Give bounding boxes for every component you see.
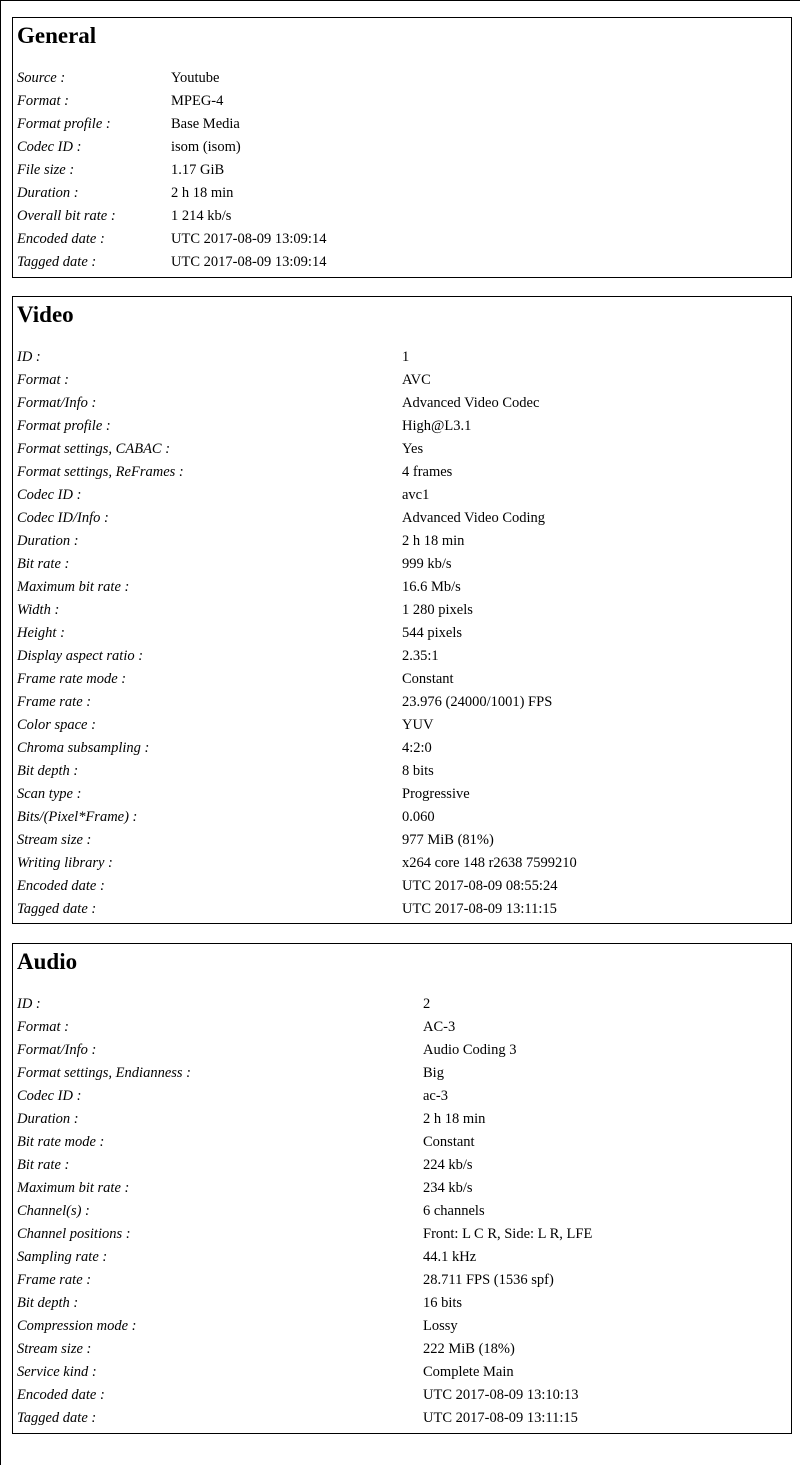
property-value: AC-3 — [423, 1019, 456, 1035]
property-label: Frame rate mode : — [17, 671, 127, 687]
property-value: 16 bits — [423, 1295, 463, 1311]
property-row — [13, 90, 791, 113]
general-section — [12, 17, 792, 278]
property-row — [13, 645, 791, 668]
property-value: 1 280 pixels — [402, 602, 473, 618]
property-value: YUV — [402, 717, 434, 733]
property-value: 2 h 18 min — [171, 185, 234, 201]
property-label: Format profile : — [17, 116, 111, 132]
property-row — [13, 875, 791, 898]
property-label: Channel(s) : — [17, 1203, 90, 1219]
property-value: 999 kb/s — [402, 556, 452, 572]
property-label: File size : — [17, 162, 75, 178]
video-section — [12, 296, 792, 924]
property-label: Duration : — [17, 1111, 79, 1127]
property-value: UTC 2017-08-09 13:10:13 — [423, 1387, 579, 1403]
property-label: Bit depth : — [17, 1295, 79, 1311]
property-label: Encoded date : — [17, 231, 105, 247]
properties-table — [13, 993, 791, 1430]
property-value: 23.976 (24000/1001) FPS — [402, 694, 553, 710]
property-value: 977 MiB (81%) — [402, 832, 494, 848]
property-label: Format settings, CABAC : — [17, 441, 171, 457]
property-label: Frame rate : — [17, 1272, 92, 1288]
property-value: 2.35:1 — [402, 648, 439, 664]
property-row — [13, 1292, 791, 1315]
property-row — [13, 852, 791, 875]
property-value: 544 pixels — [402, 625, 463, 641]
property-row — [13, 668, 791, 691]
property-row — [13, 806, 791, 829]
property-row — [13, 1154, 791, 1177]
property-row — [13, 507, 791, 530]
property-label: Codec ID : — [17, 139, 82, 155]
property-label: Format/Info : — [17, 1042, 97, 1058]
property-row — [13, 1177, 791, 1200]
property-value: 4:2:0 — [402, 740, 432, 756]
property-value: UTC 2017-08-09 13:09:14 — [171, 254, 327, 270]
property-row — [13, 691, 791, 714]
property-row — [13, 783, 791, 806]
property-label: Width : — [17, 602, 60, 618]
property-label: Format/Info : — [17, 395, 97, 411]
property-label: Maximum bit rate : — [17, 579, 130, 595]
property-label: Codec ID : — [17, 487, 82, 503]
property-label: Color space : — [17, 717, 96, 733]
property-row — [13, 1016, 791, 1039]
property-row — [13, 1361, 791, 1384]
property-row — [13, 898, 791, 921]
property-row — [13, 1315, 791, 1338]
property-value: isom (isom) — [171, 139, 241, 155]
property-value: 2 — [423, 996, 431, 1012]
property-row — [13, 1039, 791, 1062]
property-label: Format : — [17, 372, 69, 388]
property-row — [13, 438, 791, 461]
property-row — [13, 622, 791, 645]
property-value: UTC 2017-08-09 13:11:15 — [423, 1410, 578, 1426]
property-row — [13, 1108, 791, 1131]
properties-table — [13, 346, 791, 921]
property-value: Complete Main — [423, 1364, 514, 1380]
property-row — [13, 1223, 791, 1246]
property-row — [13, 392, 791, 415]
property-row — [13, 737, 791, 760]
property-value: 28.711 FPS (1536 spf) — [423, 1272, 554, 1288]
property-row — [13, 136, 791, 159]
property-value: Progressive — [402, 786, 470, 802]
property-label: Format settings, Endianness : — [17, 1065, 191, 1081]
property-value: 0.060 — [402, 809, 435, 825]
property-value: Yes — [402, 441, 424, 457]
property-row — [13, 182, 791, 205]
property-row — [13, 415, 791, 438]
property-label: Source : — [17, 70, 66, 86]
property-row — [13, 1131, 791, 1154]
property-value: Front: L C R, Side: L R, LFE — [423, 1226, 593, 1242]
property-row — [13, 346, 791, 369]
property-value: Constant — [423, 1134, 475, 1150]
property-value: 6 channels — [423, 1203, 485, 1219]
property-label: ID : — [17, 349, 41, 365]
property-row — [13, 576, 791, 599]
property-row — [13, 369, 791, 392]
property-value: 4 frames — [402, 464, 453, 480]
property-row — [13, 1200, 791, 1223]
property-value: 2 h 18 min — [423, 1111, 486, 1127]
property-value: AVC — [402, 372, 431, 388]
property-row — [13, 205, 791, 228]
property-value: avc1 — [402, 487, 430, 503]
property-row — [13, 484, 791, 507]
property-value: 224 kb/s — [423, 1157, 473, 1173]
property-value: Constant — [402, 671, 454, 687]
property-row — [13, 1062, 791, 1085]
property-label: Maximum bit rate : — [17, 1180, 130, 1196]
property-row — [13, 228, 791, 251]
property-value: Advanced Video Coding — [402, 510, 546, 526]
property-row — [13, 159, 791, 182]
property-row — [13, 1384, 791, 1407]
property-row — [13, 461, 791, 484]
properties-body — [13, 346, 791, 921]
property-label: ID : — [17, 996, 41, 1012]
property-label: Writing library : — [17, 855, 113, 871]
property-value: 8 bits — [402, 763, 434, 779]
property-label: Format profile : — [17, 418, 111, 434]
property-value: High@L3.1 — [402, 418, 472, 434]
property-label: Sampling rate : — [17, 1249, 108, 1265]
property-row — [13, 993, 791, 1016]
property-label: Overall bit rate : — [17, 208, 116, 224]
property-label: Bits/(Pixel*Frame) : — [17, 809, 138, 825]
properties-table — [13, 67, 791, 274]
property-label: Tagged date : — [17, 254, 97, 270]
property-value: 44.1 kHz — [423, 1249, 477, 1265]
property-label: Format settings, ReFrames : — [17, 464, 184, 480]
property-label: Stream size : — [17, 832, 92, 848]
property-row — [13, 553, 791, 576]
property-row — [13, 530, 791, 553]
property-label: Bit rate : — [17, 1157, 70, 1173]
property-value: 1 214 kb/s — [171, 208, 232, 224]
property-label: Encoded date : — [17, 878, 105, 894]
property-label: Channel positions : — [17, 1226, 131, 1242]
property-row — [13, 829, 791, 852]
property-row — [13, 1085, 791, 1108]
property-row — [13, 1407, 791, 1430]
property-row — [13, 251, 791, 274]
property-label: Frame rate : — [17, 694, 92, 710]
property-value: x264 core 148 r2638 7599210 — [402, 855, 577, 871]
property-value: Big — [423, 1065, 444, 1081]
property-value: 16.6 Mb/s — [402, 579, 461, 595]
property-label: Duration : — [17, 533, 79, 549]
property-value: UTC 2017-08-09 08:55:24 — [402, 878, 558, 894]
property-label: Codec ID : — [17, 1088, 82, 1104]
property-row — [13, 714, 791, 737]
property-value: 222 MiB (18%) — [423, 1341, 515, 1357]
audio-section — [12, 943, 792, 1434]
property-value: Youtube — [171, 70, 220, 86]
property-value: Base Media — [171, 116, 240, 132]
property-label: Scan type : — [17, 786, 82, 802]
property-label: Format : — [17, 93, 69, 109]
property-label: Bit depth : — [17, 763, 79, 779]
section-title: Audio — [17, 949, 78, 974]
property-row — [13, 67, 791, 90]
property-label: Display aspect ratio : — [17, 648, 144, 664]
property-row — [13, 1246, 791, 1269]
property-value: 2 h 18 min — [402, 533, 465, 549]
property-label: Encoded date : — [17, 1387, 105, 1403]
property-value: 1.17 GiB — [171, 162, 225, 178]
property-value: 234 kb/s — [423, 1180, 473, 1196]
property-label: Tagged date : — [17, 1410, 97, 1426]
property-value: UTC 2017-08-09 13:11:15 — [402, 901, 557, 917]
properties-body — [13, 67, 791, 274]
property-row — [13, 1338, 791, 1361]
property-label: Height : — [17, 625, 65, 641]
property-value: MPEG-4 — [171, 93, 224, 109]
property-label: Tagged date : — [17, 901, 97, 917]
property-label: Stream size : — [17, 1341, 92, 1357]
property-row — [13, 760, 791, 783]
property-label: Service kind : — [17, 1364, 97, 1380]
property-value: UTC 2017-08-09 13:09:14 — [171, 231, 327, 247]
property-label: Format : — [17, 1019, 69, 1035]
property-label: Bit rate mode : — [17, 1134, 105, 1150]
property-row — [13, 1269, 791, 1292]
property-label: Codec ID/Info : — [17, 510, 109, 526]
property-value: Advanced Video Codec — [402, 395, 540, 411]
property-value: Audio Coding 3 — [423, 1042, 517, 1058]
property-value: ac-3 — [423, 1088, 448, 1104]
property-label: Duration : — [17, 185, 79, 201]
property-value: 1 — [402, 349, 410, 365]
property-label: Compression mode : — [17, 1318, 137, 1334]
property-value: Lossy — [423, 1318, 458, 1334]
section-title: Video — [17, 302, 74, 327]
properties-body — [13, 993, 791, 1430]
property-row — [13, 113, 791, 136]
property-label: Chroma subsampling : — [17, 740, 150, 756]
property-row — [13, 599, 791, 622]
section-title: General — [17, 23, 97, 48]
property-label: Bit rate : — [17, 556, 70, 572]
